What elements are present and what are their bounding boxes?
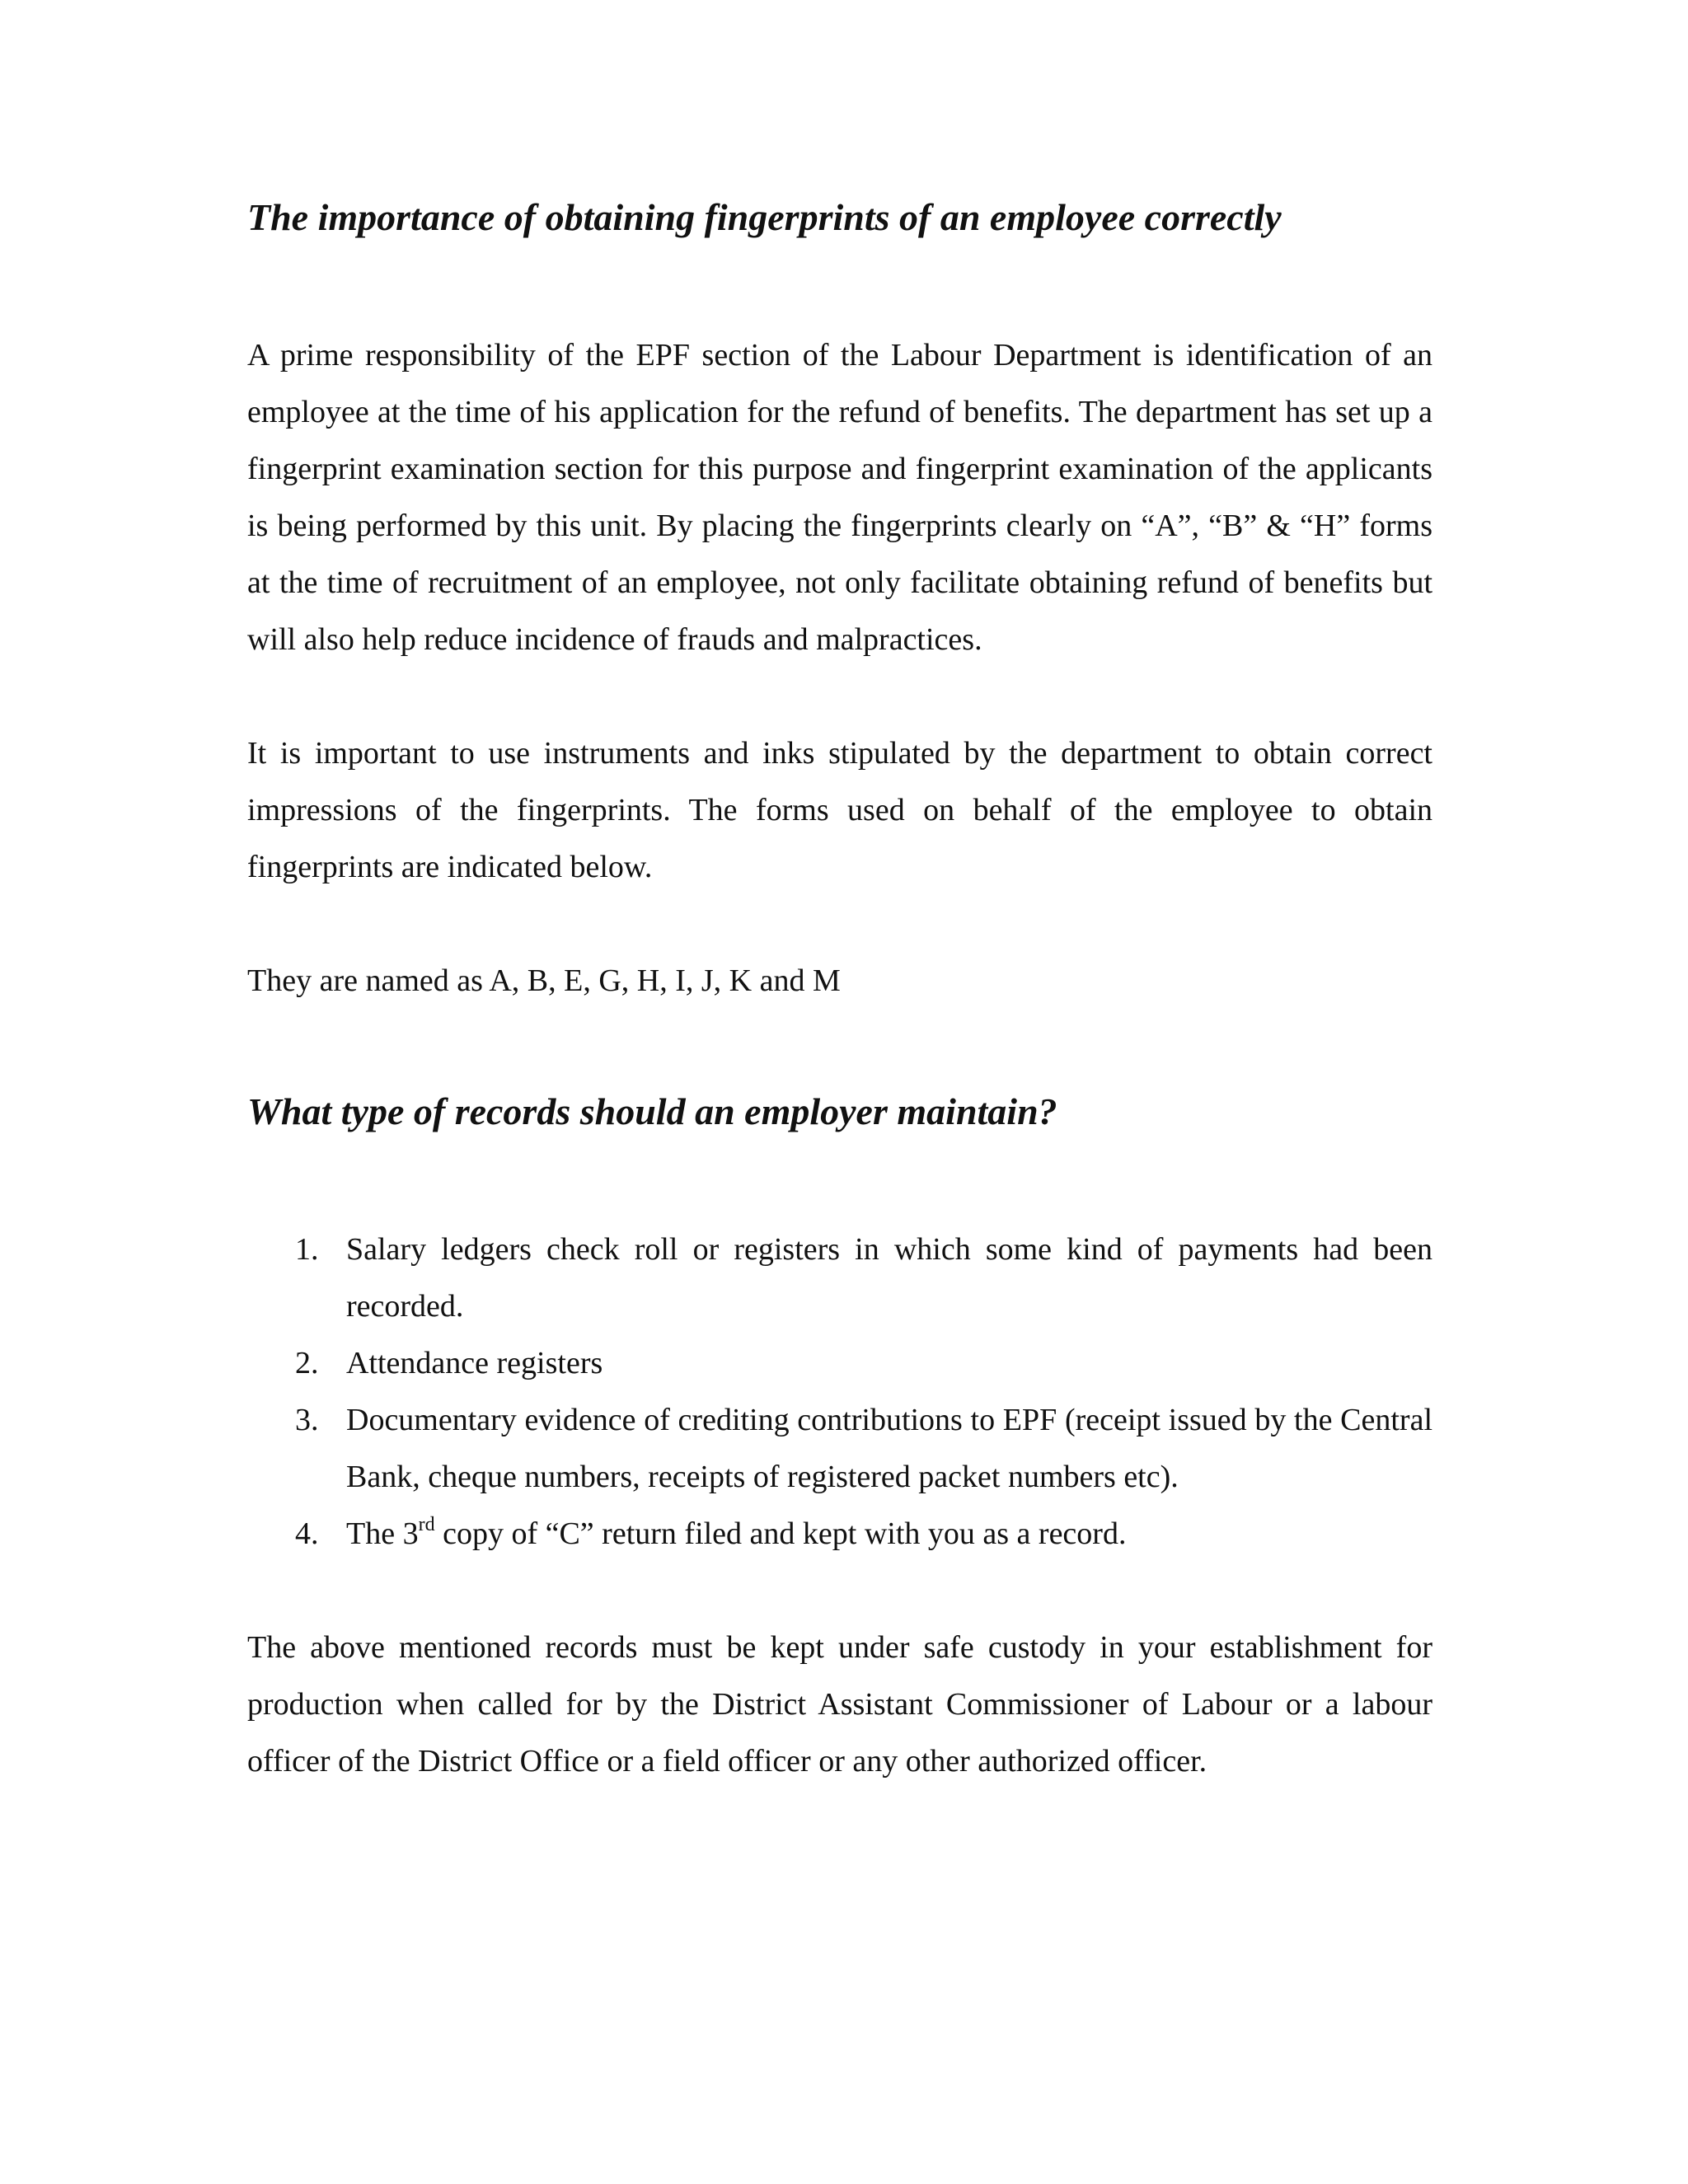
records-list — [247, 1221, 1432, 1563]
fingerprints-paragraph-2: It is important to use instruments and inks stipulated by the department to obtain correct impressions of the fingerprints. The forms used on behalf of the employee to obtain fingerprints are indicated below. — [247, 736, 1432, 885]
list-item — [247, 1335, 1432, 1392]
list-item-text: Salary ledgers check roll or registers in which some kind of payments had been recorded. — [346, 1232, 1432, 1324]
list-item-number: 1. — [295, 1232, 319, 1268]
list-item-text: Attendance registers — [346, 1346, 603, 1381]
records-closing-paragraph: The above mentioned records must be kept under safe custody in your establishment for production when called for by the District Assistant Commissioner of Labour or a labour officer of the District Office or a field officer or any other authorized officer. — [247, 1630, 1432, 1779]
document-content — [247, 194, 1432, 1790]
list-item-number: 4. — [295, 1516, 319, 1552]
fingerprints-paragraph-1: A prime responsibility of the EPF section of the Labour Department is identification of an employee at the time of his application for the refund of benefits. The department has set up a fingerprint examination section for this purpose and fingerprint examination of the applicants is being performed by this unit. By placing the fingerprints clearly on “A”, “B” & “H” forms at the time of recruitment of an employee, not only facilitate obtaining refund of benefits but will also help reduce incidence of frauds and malpractices. — [247, 338, 1432, 658]
list-item-number: 3. — [295, 1403, 319, 1438]
list-item — [247, 1506, 1432, 1563]
list-item-text: Documentary evidence of crediting contributions to EPF (receipt issued by the Central Bank, cheque numbers, receipts of registered packet numbers etc). — [346, 1403, 1432, 1495]
list-item — [247, 1221, 1432, 1335]
ordinal-superscript: rd — [418, 1514, 435, 1536]
fingerprints-heading: The importance of obtaining fingerprints of an employee correctly — [247, 196, 1282, 238]
list-item-text-before: The 3 — [346, 1516, 419, 1552]
list-item-text-after: copy of “C” return filed and kept with you as a record. — [434, 1516, 1127, 1552]
list-item — [247, 1392, 1432, 1506]
records-heading: What type of records should an employer maintain? — [247, 1090, 1057, 1133]
forms-list-sentence: They are named as A, B, E, G, H, I, J, K and M — [247, 963, 841, 999]
list-item-number: 2. — [295, 1346, 319, 1381]
